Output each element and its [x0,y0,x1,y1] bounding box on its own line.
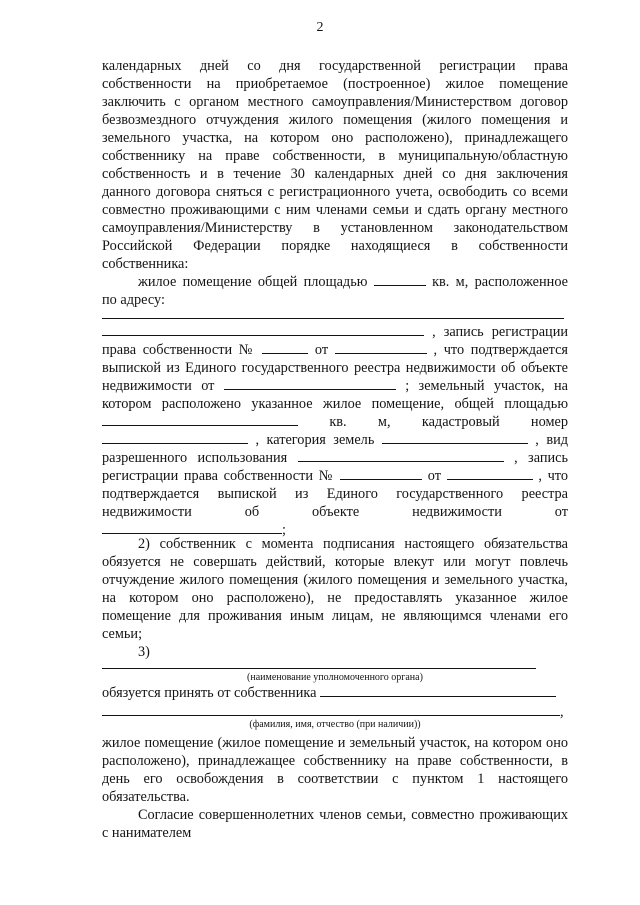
text-line: данного договора сняться с регистрационного учета, освободить со всеми [102,184,568,200]
caption-authority: (наименование уполномоченного органа) [247,672,423,683]
text-line: , категория земель , вид [102,431,568,449]
permitted-use-blank[interactable] [298,449,504,462]
record-date-blank[interactable] [335,341,427,354]
text-line: кв. м, кадастровый номер [102,413,568,431]
text-line: регистрации права собственности № от , что [102,468,568,484]
text-line: , [102,703,568,721]
authority-name-blank[interactable] [102,668,536,669]
owner-name-blank-continued[interactable] [102,703,560,716]
text-line: расположено), принадлежащее собственнику на праве собственности, в [102,753,568,769]
text-line: выпиской из Единого государственного реестра недвижимости об объекте [102,360,568,376]
text-line: права собственности № от , что подтверждается [102,342,569,358]
text-line: обязуется не совершать действий, которые влекут или могут повлечь [102,554,568,570]
text-line: собственности на приобретаемое (построенное) жилое помещение [102,76,568,92]
text-line: безвозмездного отчуждения жилого помещения (жилого помещения и [102,112,568,128]
text-line: по адресу: [102,292,165,308]
address-blank-continued[interactable] [102,323,424,336]
text-line: разрешенного использования , запись [102,450,569,466]
text-line: Российской Федерации порядке находящиеся в собственности [102,238,568,254]
extract-date-blank[interactable] [224,377,396,390]
text-line: обязуется принять от собственника [102,684,568,702]
owner-name-blank[interactable] [320,684,556,697]
item-number: 3) [138,644,150,660]
land-extract-date-blank[interactable] [102,521,282,534]
text-line: отчуждение жилого помещения (жилого помещения и земельного участка, [102,572,568,588]
land-record-number-blank[interactable] [340,467,422,480]
text-line: земельного участка, на котором оно расположено), принадлежащего [102,130,568,146]
text-line: на котором оно расположено), не предоставлять указанное жилое [102,590,568,606]
text-line: собственность и в течение 30 календарных дней со дня заключения [102,166,568,182]
land-category-blank[interactable] [382,431,528,444]
land-record-date-blank[interactable] [447,467,533,480]
text-line: Согласие совершеннолетних членов семьи, совместно проживающих [138,807,568,823]
area-blank[interactable] [374,273,426,286]
text-line: жилое помещение (жилое помещение и земельный участок, на котором оно [102,735,568,751]
record-number-blank[interactable] [262,341,308,354]
text-line: собственнику на праве собственности, в муниципальную/областную [102,148,568,164]
land-area-blank[interactable] [102,413,298,426]
text-line: помещение для проживания иным лицам, не являющимся членами его [102,608,568,624]
text-line: семьи; [102,626,143,642]
text-line: с нанимателем [102,825,192,841]
page-number: 2 [316,20,324,35]
text-line: собственника: [102,256,189,272]
text-line: котором расположено указанное жилое помещение, общей площадью [102,396,568,412]
address-blank[interactable] [102,318,564,319]
text-line: совместно проживающими с ним членами семьи и сдать органу местного [102,202,568,218]
text-line: недвижимости от ; земельный участок, на [102,378,569,394]
cadastral-number-blank[interactable] [102,431,248,444]
text-line: недвижимости об объекте недвижимости от [102,504,568,520]
text-line: жилое помещение общей площадью кв. м, расположенное [138,274,568,290]
text-line: , запись регистрации [102,323,568,341]
text-line: ; [102,521,568,539]
text-line: заключить с органом местного самоуправления/Министерством договор [102,94,568,110]
caption-full-name: (фамилия, имя, отчество (при наличии)) [249,719,421,730]
text-line: подтверждается выпиской из Единого государственного реестра [102,486,568,502]
text-line: день его освобождения в соответствии с пунктом 1 настоящего [102,771,568,787]
text-line: 2) собственник с момента подписания настоящего обязательства [138,536,568,552]
text-line: обязательства. [102,789,190,805]
text-line: календарных дней со дня государственной регистрации права [102,58,568,74]
text-line: самоуправления/Министерству в установленном законодательством [102,220,568,236]
